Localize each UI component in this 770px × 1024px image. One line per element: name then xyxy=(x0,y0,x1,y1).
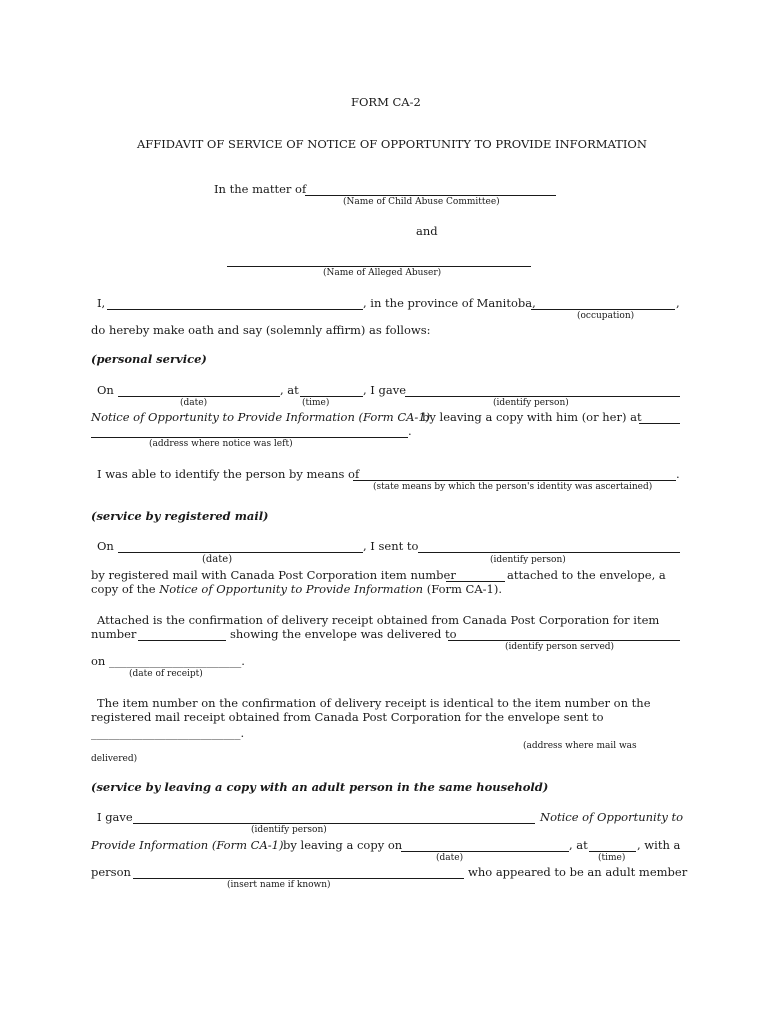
household-notice-part2: Provide Information (Form CA-1) xyxy=(91,838,284,852)
form-title: AFFIDAVIT OF SERVICE OF NOTICE OF OPPORTUNITY TO PROVIDE INFORMATION xyxy=(137,137,647,151)
mail-identify-caption: (identify person) xyxy=(490,555,566,565)
mail-form-ref: (Form CA-1). xyxy=(426,582,503,596)
personal-on-label: On xyxy=(97,383,114,397)
deponent-i-label: I, xyxy=(97,296,106,310)
committee-name-field[interactable] xyxy=(305,195,556,196)
receipt-date-caption: (date of receipt) xyxy=(129,669,203,679)
household-i-gave-label: I gave xyxy=(97,810,133,824)
household-at-label: , at xyxy=(569,838,588,852)
household-service-heading: (service by leaving a copy with an adult person in the same household) xyxy=(91,780,549,794)
household-notice-part1: Notice of Opportunity to xyxy=(540,810,684,824)
personal-date-caption: (date) xyxy=(180,398,208,408)
registered-mail-heading: (service by registered mail) xyxy=(91,509,269,523)
occupation-comma: , xyxy=(676,296,680,310)
registered-mail-text: by registered mail with Canada Post Corporation item number xyxy=(91,568,456,582)
in-matter-of-label: In the matter of xyxy=(214,182,307,196)
copy-of-line xyxy=(91,584,502,596)
mail-on-label: On xyxy=(97,539,114,553)
personal-date-field[interactable] xyxy=(118,396,280,397)
mail-address-line[interactable]: __________________________. xyxy=(91,726,245,740)
registered-receipt-text: registered mail receipt obtained from Canada Post Corporation for the envelope sent to xyxy=(91,710,604,724)
mail-address-caption-2: delivered) xyxy=(91,754,138,764)
mail-identify-field[interactable] xyxy=(418,552,680,553)
personal-time-caption: (time) xyxy=(302,398,330,408)
mail-notice-title: Notice of Opportunity to Provide Information xyxy=(159,582,424,596)
occupation-caption: (occupation) xyxy=(577,311,635,321)
served-person-field[interactable] xyxy=(448,640,680,641)
alleged-abuser-field[interactable] xyxy=(227,266,531,267)
household-person-name-field[interactable] xyxy=(133,878,464,879)
showing-text: showing the envelope was delivered to xyxy=(230,627,457,641)
household-with-a-label: , with a xyxy=(637,838,681,852)
mail-date-field[interactable] xyxy=(118,552,363,553)
oath-statement: do hereby make oath and say (solemnly affirm) as follows: xyxy=(91,323,431,337)
personal-identify-field[interactable] xyxy=(405,396,680,397)
household-time-caption: (time) xyxy=(598,853,626,863)
mail-i-sent-label: , I sent to xyxy=(363,539,419,553)
personal-address-field-a[interactable] xyxy=(639,423,680,424)
personal-address-period: . xyxy=(408,424,412,438)
mail-address-caption-1: (address where mail was xyxy=(523,741,637,751)
identity-text: I was able to identify the person by means of xyxy=(97,467,360,481)
personal-identify-caption: (identify person) xyxy=(493,398,569,408)
household-leaving-text: by leaving a copy on xyxy=(283,838,403,852)
receipt-date-line[interactable]: on _______________________. xyxy=(91,654,245,668)
province-label: , in the province of Manitoba, xyxy=(363,296,536,310)
occupation-field[interactable] xyxy=(531,309,675,310)
identity-means-field[interactable] xyxy=(353,480,676,481)
personal-i-gave-label: , I gave xyxy=(363,383,407,397)
mail-date-caption: (date) xyxy=(202,554,233,565)
served-person-caption: (identify person served) xyxy=(505,642,615,652)
and-label: and xyxy=(416,224,438,238)
personal-at-label: , at xyxy=(280,383,299,397)
personal-address-caption: (address where notice was left) xyxy=(149,439,293,449)
adult-member-text: who appeared to be an adult member xyxy=(468,865,688,879)
deponent-name-field[interactable] xyxy=(107,309,363,310)
personal-address-field-b[interactable] xyxy=(91,437,408,438)
alleged-abuser-caption: (Name of Alleged Abuser) xyxy=(323,268,442,278)
household-date-caption: (date) xyxy=(436,853,464,863)
committee-name-caption: (Name of Child Abuse Committee) xyxy=(343,197,500,207)
copy-of-text: copy of the xyxy=(91,582,156,596)
household-identify-caption: (identify person) xyxy=(251,825,327,835)
number-label: number xyxy=(91,627,137,641)
attached-text: attached to the envelope, a xyxy=(507,568,666,582)
personal-leaving-text: by leaving a copy with him (or her) at xyxy=(422,410,642,424)
personal-service-heading: (personal service) xyxy=(91,352,207,366)
identity-caption: (state means by which the person's identity was ascertained) xyxy=(373,482,653,492)
item-identical-text: The item number on the confirmation of delivery receipt is identical to the item number on the xyxy=(97,696,651,710)
form-number: FORM CA-2 xyxy=(351,95,421,109)
household-time-field[interactable] xyxy=(589,851,636,852)
attached-confirmation-text: Attached is the confirmation of delivery receipt obtained from Canada Post Corporation for item xyxy=(97,613,660,627)
household-date-field[interactable] xyxy=(401,851,569,852)
household-name-caption: (insert name if known) xyxy=(227,880,331,890)
household-person-label: person xyxy=(91,865,131,879)
personal-time-field[interactable] xyxy=(300,396,363,397)
personal-notice-title: Notice of Opportunity to Provide Information (Form CA-1) xyxy=(91,410,431,424)
confirmation-number-field[interactable] xyxy=(138,640,226,641)
household-identify-field[interactable] xyxy=(133,823,535,824)
identity-period: . xyxy=(676,467,680,481)
